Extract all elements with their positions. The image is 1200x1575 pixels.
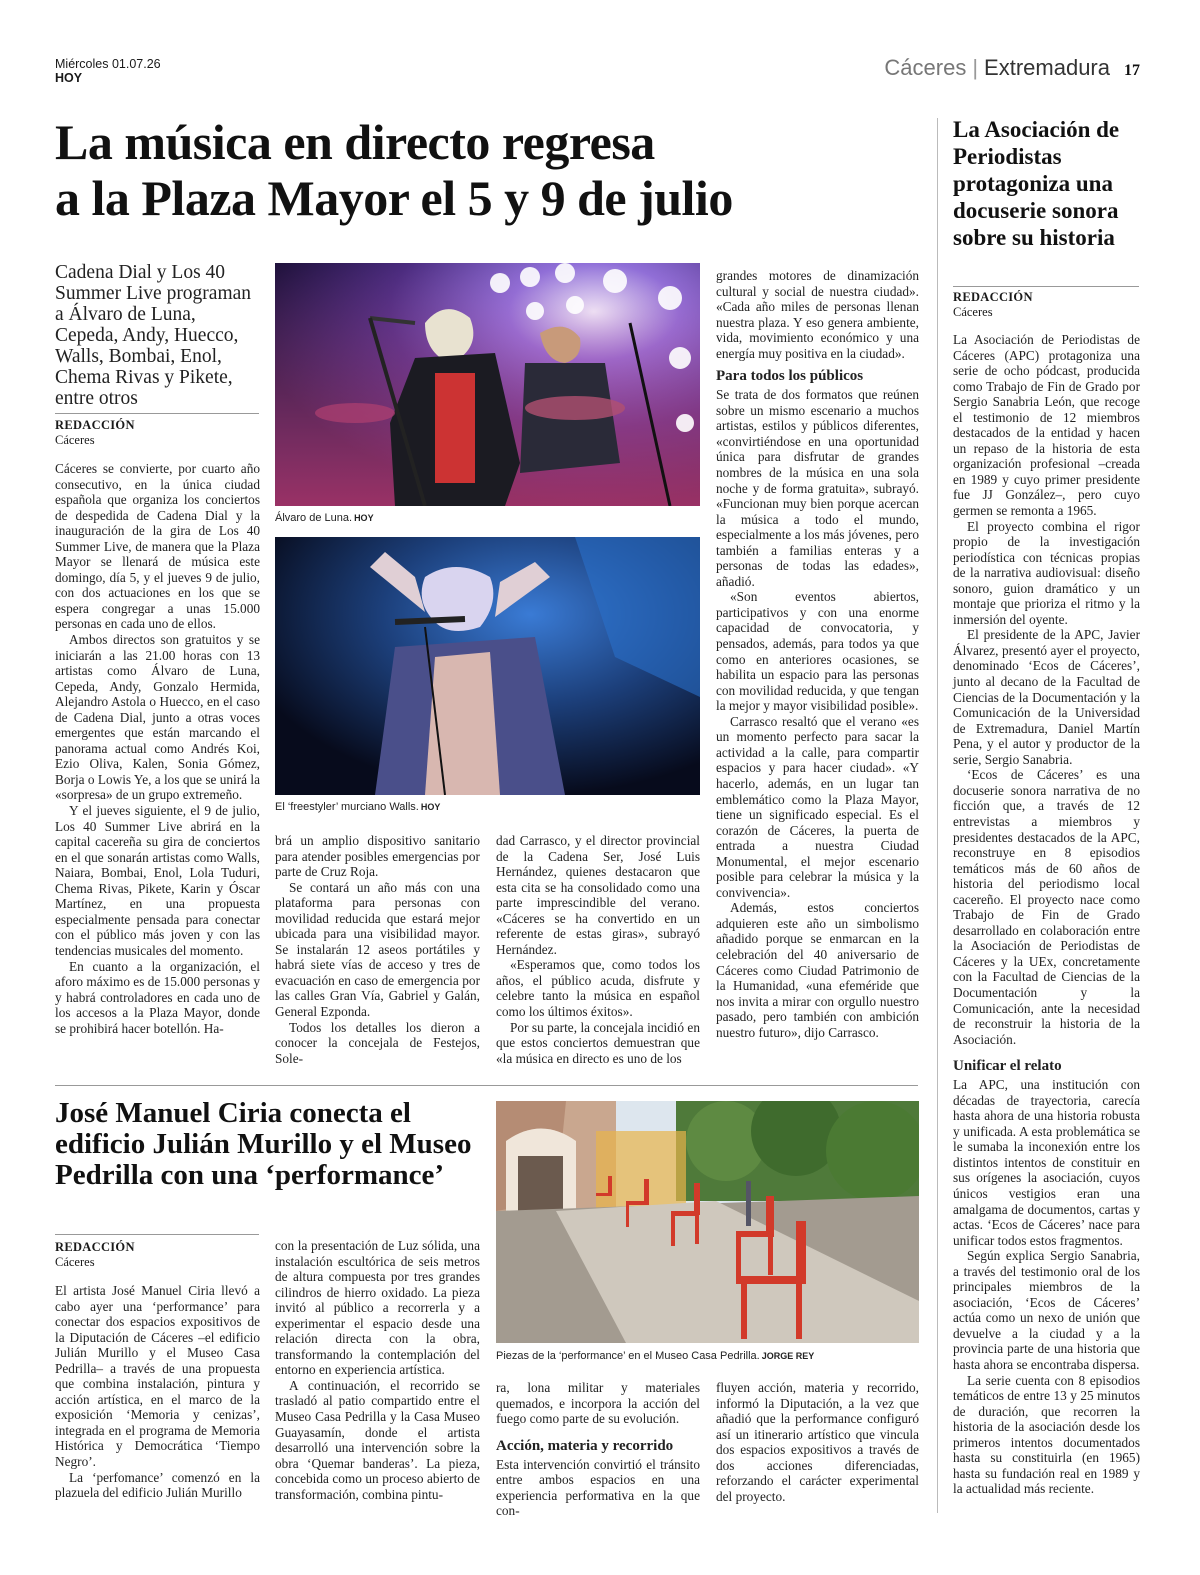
- issue-date: Miércoles 01.07.26: [55, 57, 161, 71]
- paragraph: Esta intervención convirtió el tránsito entre ambos espacios en una experiencia performativa en la que con-: [496, 1456, 700, 1519]
- main-column-1: [55, 461, 260, 1036]
- second-byline-place: Cáceres: [55, 1255, 95, 1269]
- paragraph: El artista José Manuel Ciria llevó a cabo ayer una ‘performance’ para conectar dos espacios expositivos de la Diputación de Cáceres –el edificio Julián Murillo y el Museo Casa Pedrilla– a través de una propuesta que combina instalación, pintura y acción artística, en el marco de la exposición ‘Memoria y cenizas’, integrada en el programa de Memoria Histórica y Democrática ‘Tiempo Negro’.: [55, 1283, 260, 1470]
- sidebar-divider: [937, 118, 938, 1513]
- photo2-caption-text: El ‘freestyler’ murciano Walls.: [275, 801, 419, 813]
- photo3-credit: JORGE REY: [761, 1351, 815, 1361]
- photo-performance: [496, 1101, 919, 1343]
- paragraph: La APC, una institución con décadas de trayectoria, carecía hasta ahora de una historia robusta y unificada. A esta problemática se le sumaba la inconexión entre los distintos intentos de constituir en sus orígenes la asociación, cuyos únicos vestigios eran una amalgama de documentos, cartas y actas. ‘Ecos de Cáceres’ nace para unificar todos estos fragmentos.: [953, 1077, 1140, 1248]
- photo1-caption-text: Álvaro de Luna.: [275, 512, 353, 524]
- performance-photo: [496, 1101, 919, 1343]
- paragraph: Se contará un año más con una plataforma para personas con movilidad reducida que estará mejor ubicada para una visibilidad mayor. Se instalarán 12 aseos portátiles y habrá siete vías de acceso y tres de evacuación en caso de emergencia por las calles Gran Vía, Gabriel y Galán, General Ezponda.: [275, 879, 480, 1020]
- section-rule: [55, 1085, 918, 1086]
- second-column-1: [55, 1283, 260, 1501]
- side-byline-place: Cáceres: [953, 305, 993, 319]
- main-column-4: [716, 268, 919, 1040]
- paragraph: Y el jueves siguiente, el 9 de julio, Los 40 Summer Live abrirá en la capital cacereña su gira de conciertos en el que sonarán artistas como Walls, Naiara, Bombai, Enol, Lola Tuduri, Chema Rivas, Pikete, Karin y Óscar Martínez, en una propuesta especialmente pensada para conectar con el público más joven y con las tendencias musicales del momento.: [55, 803, 260, 958]
- photo2-credit: HOY: [420, 802, 441, 812]
- paragraph: ra, lona militar y materiales quemados, e incorpora la acción del fuego como parte de su evolución.: [496, 1380, 700, 1427]
- paragraph: ‘Ecos de Cáceres’ es una docuserie sonora narrativa de no ficción que, a través de 12 entrevistas a miembros y presidentes destacados de la APC, reconstruye en 8 episodios temáticos más de 60 años de historia del periodismo local cacereño. El proyecto nace como Trabajo de Fin de Grado desarrollado en colaboración entre la Asociación de Periodistas de Cáceres y la UEx, concretamente con la Facultad de Ciencias de la Documentación y la Comunicación, ante la necesidad de reconstruir la historia de la Asociación.: [953, 767, 1140, 1047]
- second-byline: [55, 1240, 135, 1270]
- section-name: Cáceres: [884, 55, 967, 80]
- paper-name: HOY: [55, 71, 83, 85]
- paragraph: Cáceres se convierte, por cuarto año consecutivo, en la única ciudad española que organiza los conciertos de despedida de Cadena Dial y la inauguración de la gira de Los 40 Summer Live, de manera que la Plaza Mayor se llenará de música este domingo, día 5, y el jueves 9 de julio, con dos actuaciones en los que se espera congregar a unas 15.000 personas en cada uno de ellos.: [55, 461, 260, 632]
- second-rule: [55, 1234, 259, 1235]
- paragraph: La ‘perfomance’ comenzó en la plazuela del edificio Julián Murillo: [55, 1469, 260, 1501]
- paragraph: Se trata de dos formatos que reúnen sobre un mismo escenario a muchos artistas, estilos y públicos diferentes, «convirtiéndose en una oportunidad única para disfrutar de grandes nombres de la música en una sola noche y de forma gratuita», subrayó. «Funcionan muy bien porque acercan la música a todo el mundo, especialmente a los más jóvenes, pero también a familias enteras y a personas de todas las edades», añadió.: [716, 387, 919, 589]
- main-headline-line-2: a la Plaza Mayor el 5 y 9 de julio: [55, 170, 733, 226]
- side-byline: [953, 290, 1033, 320]
- paragraph: «Son eventos abiertos, participativos y con una enorme capacidad de convocatoria, y pensados, además, para todos ya que como en anteriores ocasiones, se habilita un espacio para las personas con movilidad reducida, y que tengan la mejor y mayor visibilidad posible».: [716, 589, 919, 714]
- side-rule: [953, 286, 1139, 287]
- lead-rule: [55, 413, 259, 414]
- main-headline-line-1: La música en directo regresa: [55, 114, 655, 170]
- main-lead: Cadena Dial y Los 40 Summer Live programan a Álvaro de Luna, Cepeda, Andy, Huecco, Walls, Bombai, Enol, Chema Rivas y Pikete, entre otros: [55, 262, 252, 409]
- paragraph: La serie cuenta con 8 episodios temáticos de entre 13 y 25 minutos de duración, que recorren la historia de la asociación desde los primeros intentos documentados hasta su constituirla (en 1965) hasta su fundación real en 1989 y la actualidad más reciente.: [953, 1372, 1140, 1497]
- side-column: [953, 332, 1140, 1497]
- second-headline: José Manuel Ciria conecta el edificio Julián Murillo y el Museo Pedrilla con una ‘performance’: [55, 1097, 472, 1191]
- concert-photo-1: [275, 263, 700, 506]
- main-byline-author: REDACCIÓN: [55, 418, 135, 432]
- photo2-caption: [275, 801, 440, 814]
- paragraph: dad Carrasco, y el director provincial de la Cadena Ser, José Luis Hernández, quienes destacaron que esta cita se ha consolidado como una parte imprescindible del verano. «Cáceres se ha convertido en un referente de estas giras», subrayó Hernández.: [496, 833, 700, 957]
- paragraph: Todos los detalles los dieron a conocer la concejala de Festejos, Sole-: [275, 1019, 480, 1066]
- second-column-2: [275, 1238, 480, 1502]
- main-headline: [55, 114, 835, 226]
- second-column-4: [716, 1380, 919, 1504]
- photo3-caption-text: Piezas de la ‘performance’ en el Museo Casa Pedrilla.: [496, 1350, 760, 1362]
- main-byline-place: Cáceres: [55, 433, 95, 447]
- paragraph: Carrasco resaltó que el verano «es un momento perfecto para sacar la actividad a la calle, para compartir espacios y para hacer ciudad». «Y hacerlo, además, en un lugar tan emblemático como la Plaza Mayor, tiene un significado especial. Es el corazón de Cáceres, la puerta de entrada a nuestra Ciudad Monumental, el mejor escenario posible para celebrar la música y la convivencia».: [716, 713, 919, 900]
- subheading-todos-los-publicos: Para todos los públicos: [716, 368, 864, 385]
- side-headline: La Asociación de Periodistas protagoniza una docuserie sonora sobre su historia: [953, 117, 1120, 250]
- photo-alvaro-de-luna: [275, 263, 700, 506]
- second-column-3: [496, 1380, 700, 1519]
- main-column-3: [496, 833, 700, 1066]
- page-date-block: [55, 57, 161, 85]
- paragraph: Ambos directos son gratuitos y se iniciarán a las 21.00 horas con 13 artistas como Álvaro de Luna, Cepeda, Andy, Gonzalo Hermida, Alejandro Astola o Huecco, en el caso de Cadena Dial, junto a otras voces emergentes que están marcando el panorama actual como Andrés Koi, Ezio Oliva, Kalen, Sonia Gómez, Borja o Lowis Ye, a los que se unirá la «sorpresa» de un grupo extremeño.: [55, 632, 260, 803]
- paragraph: brá un amplio dispositivo sanitario para atender posibles emergencias por parte de Cruz Roja.: [275, 833, 480, 880]
- section-header: [884, 55, 1140, 81]
- photo-walls: [275, 537, 700, 795]
- paragraph: En cuanto a la organización, el aforo máximo es de 15.000 personas y y habrá controladores en cada uno de los accesos a la Plaza Mayor, donde se prohibirá hacer botellón. Ha-: [55, 958, 260, 1036]
- paragraph: Según explica Sergio Sanabria, a través del testimonio oral de los principales miembros de la asociación, ‘Ecos de Cáceres’ actúa como un nexo de unión que devuelve a la ciudad y a la provincia parte de una historia que hasta ahora se encontraba dispersa.: [953, 1248, 1140, 1372]
- paragraph: «Esperamos que, como todos los años, el público acuda, disfrute y celebre tanto la música en español como los últimos éxitos».: [496, 957, 700, 1020]
- second-byline-author: REDACCIÓN: [55, 1240, 135, 1254]
- paragraph: El proyecto combina el rigor propio de la investigación periodística con técnicas propias de la narrativa audiovisual: diseño sonoro, guion dramático y un montaje que prioriza el ritmo y la inmersión del oyente.: [953, 518, 1140, 627]
- paragraph: grandes motores de dinamización cultural y social de nuestra ciudad». «Cada año miles de personas llenan nuestra plaza. Y eso genera ambiente, vida, movimiento económico y una energía muy positiva en la ciudad».: [716, 268, 919, 361]
- photo3-caption: [496, 1350, 814, 1363]
- side-byline-author: REDACCIÓN: [953, 290, 1033, 304]
- main-byline: [55, 418, 135, 448]
- page-number: 17: [1124, 62, 1140, 79]
- paragraph: A continuación, el recorrido se trasladó al patio compartido entre el Museo Casa Pedrilla y la Casa Museo Guayasamín, donde el artista desarrolló una intervención sobre la obra ‘Quemar banderas’. La pieza, concebida como un proceso abierto de transformación, combina pintu-: [275, 1377, 480, 1502]
- photo1-credit: HOY: [354, 513, 374, 523]
- paragraph: Por su parte, la concejala incidió en que estos conciertos demuestran que «la música en directo es uno de los: [496, 1019, 700, 1066]
- paragraph: El presidente de la APC, Javier Álvarez, presentó ayer el proyecto, denominado ‘Ecos de Cáceres’, junto al decano de la Facultad de Ciencias de la Documentación y la Comunicación de la Universidad de Extremadura, Daniel Martín Pena, y el autor y productor de la serie, Sergio Sanabria.: [953, 627, 1140, 767]
- subheading-unificar-el-relato: Unificar el relato: [953, 1058, 1062, 1075]
- region-name: Extremadura: [984, 55, 1110, 80]
- paragraph: La Asociación de Periodistas de Cáceres (APC) protagoniza una serie de ocho pódcast, producida como Trabajo de Fin de Grado por Sergio Sanabria León, que recoge el testimonio de 12 miembros destacados de la entidad y hacen un repaso de la historia de esta organización profesional –creada en 1989 y cuyo primer presidente fue JJ González–, pero cuyo germen se remonta a 1965.: [953, 332, 1140, 519]
- section-divider: |: [972, 55, 979, 80]
- main-column-2: [275, 833, 480, 1066]
- concert-photo-2: [275, 537, 700, 795]
- paragraph: Además, estos conciertos adquieren este año un simbolismo añadido porque se enmarcan en la celebración del 40 aniversario de Cáceres como Ciudad Patrimonio de la Humanidad, «una efeméride que nos invita a mirar con orgullo nuestro pasado, pero también con ambición nuestro futuro», dijo Carrasco.: [716, 900, 919, 1040]
- subheading-accion-materia-recorrido: Acción, materia y recorrido: [496, 1437, 674, 1454]
- paragraph: fluyen acción, materia y recorrido, informó la Diputación, a la vez que añadió que la performance configuró así un itinerario artístico que vincula dos espacios expositivos a través de dos acciones diferenciadas, reforzando el carácter experimental del proyecto.: [716, 1380, 919, 1504]
- photo1-caption: [275, 512, 374, 525]
- paragraph: con la presentación de Luz sólida, una instalación escultórica de seis metros de altura compuesta por tres grandes cilindros de hierro oxidado. La pieza invitó al público a recorrerla y a experimentar el espacio desde una relación directa con la obra, transformando la contemplación del entorno en experiencia artística.: [275, 1238, 480, 1378]
